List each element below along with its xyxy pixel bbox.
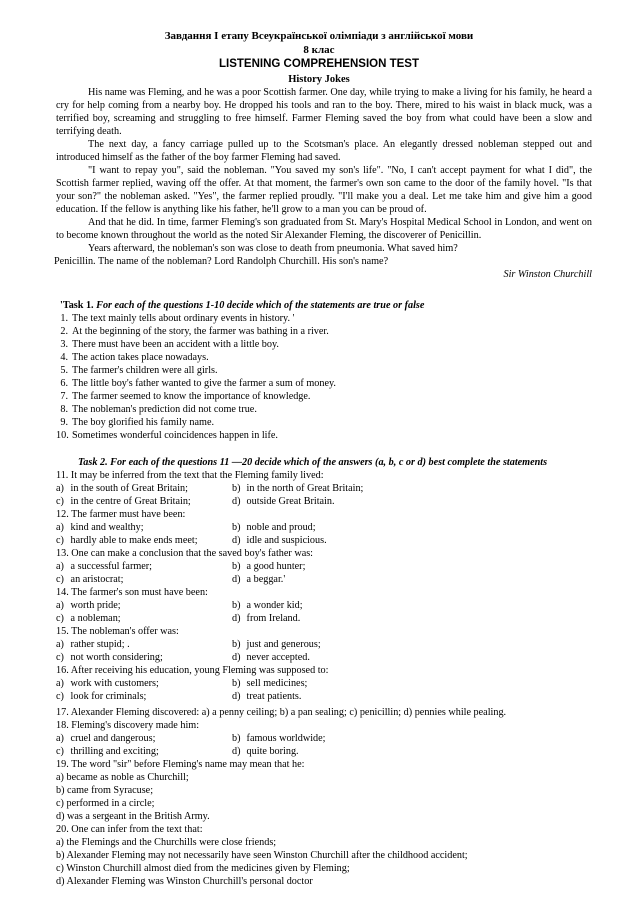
option-text: cruel and dangerous; bbox=[70, 733, 156, 744]
option-c bbox=[56, 651, 232, 664]
option-label: c) bbox=[56, 613, 64, 624]
option-label: d) bbox=[232, 574, 241, 585]
option-text: famous worldwide; bbox=[246, 733, 326, 744]
story-paragraph: "I want to repay you", said the nobleman. "You saved my son's life". "No, I can't accept payment for what I did", the Scottish farmer replied, waving off the offer. At that moment, the farmer's own son came to the door of the family hovel. "Is that your son?" the nobleman asked. "Yes", the farmer replied proudly. "I'll make you a deal. Let me take him and give him a good education. If the fellow is anything like his father, he'll grow to a man you can be proud of. bbox=[56, 165, 592, 215]
statement-text: The nobleman's prediction did not come true. bbox=[72, 404, 257, 415]
statement-text: At the beginning of the story, the farmer was bathing in a river. bbox=[72, 326, 329, 337]
option-row bbox=[56, 482, 596, 495]
option-d bbox=[232, 573, 596, 586]
statement-item bbox=[56, 312, 592, 325]
question-stem: 16. After receiving his education, young Fleming was supposed to: bbox=[56, 665, 329, 676]
statement-number: 9. bbox=[60, 417, 68, 428]
question-12 bbox=[56, 508, 596, 547]
option-d bbox=[232, 690, 596, 703]
option-text: just and generous; bbox=[246, 639, 321, 650]
option-label: d) bbox=[232, 496, 241, 507]
statement-item bbox=[56, 390, 592, 403]
option-text: thrilling and exciting; bbox=[70, 746, 159, 757]
grade-label: 8 клас bbox=[303, 44, 335, 56]
task-2 bbox=[56, 456, 596, 888]
story-last-line: Penicillin. The name of the nobleman? Lord Randolph Churchill. His son's name? bbox=[54, 256, 389, 267]
option-label: d) bbox=[232, 613, 241, 624]
question-stem: 14. The farmer's son must have been: bbox=[56, 587, 208, 598]
task-1-statements bbox=[56, 312, 592, 442]
option-row bbox=[56, 560, 596, 573]
option-d bbox=[232, 495, 596, 508]
option-label: c) bbox=[56, 863, 64, 874]
option-label: b) bbox=[232, 678, 241, 689]
option-line bbox=[56, 849, 596, 862]
statement-item bbox=[56, 403, 592, 416]
option-label: b) bbox=[232, 639, 241, 650]
option-label: a) bbox=[56, 837, 64, 848]
option-label: d) bbox=[232, 746, 241, 757]
option-row bbox=[56, 521, 596, 534]
option-label: b) bbox=[56, 785, 65, 796]
option-label: a) bbox=[56, 600, 64, 611]
option-d bbox=[232, 612, 596, 625]
option-text: noble and proud; bbox=[246, 522, 316, 533]
question-stem: 11. It may be inferred from the text that the Fleming family lived: bbox=[56, 470, 324, 481]
option-text: look for criminals; bbox=[70, 691, 147, 702]
option-label: a) bbox=[56, 561, 64, 572]
statement-number: 4. bbox=[60, 352, 68, 363]
option-row bbox=[56, 612, 596, 625]
statement-text: There must have been an accident with a little boy. bbox=[72, 339, 279, 350]
option-label: a) bbox=[56, 483, 64, 494]
option-text: idle and suspicious. bbox=[246, 535, 327, 546]
story-paragraph: His name was Fleming, and he was a poor Scottish farmer. One day, while trying to make a living for his family, he heard a cry for help coming from a nearby boy. He dropped his tools and ran to the boy. There, mired to his waist in black muck, was a terrified boy, screaming and struggling to free himself. Farmer Fleming saved the boy from what could have been a slow and terrifying death. bbox=[56, 87, 592, 137]
option-text: Winston Churchill almost died from the medicines given by Fleming; bbox=[66, 863, 350, 874]
option-row bbox=[56, 677, 596, 690]
option-label: d) bbox=[56, 811, 65, 822]
option-a bbox=[56, 677, 232, 690]
option-row bbox=[56, 690, 596, 703]
option-c bbox=[56, 573, 232, 586]
option-b bbox=[232, 560, 596, 573]
option-b bbox=[232, 677, 596, 690]
option-text: was a sergeant in the British Army. bbox=[67, 811, 210, 822]
statement-item bbox=[56, 338, 592, 351]
statement-number: 2. bbox=[60, 326, 68, 337]
option-text: a successful farmer; bbox=[70, 561, 153, 572]
option-text: in the north of Great Britain; bbox=[246, 483, 364, 494]
option-text: not worth considering; bbox=[70, 652, 163, 663]
option-line bbox=[56, 810, 596, 823]
option-label: b) bbox=[232, 483, 241, 494]
option-text: a nobleman; bbox=[70, 613, 121, 624]
statement-number: 1. bbox=[60, 313, 68, 324]
option-d bbox=[232, 745, 596, 758]
option-row bbox=[56, 651, 596, 664]
option-text: treat patients. bbox=[246, 691, 302, 702]
option-label: d) bbox=[232, 535, 241, 546]
statement-number: 5. bbox=[60, 365, 68, 376]
statement-item bbox=[56, 377, 592, 390]
statement-item bbox=[56, 429, 592, 442]
option-b bbox=[232, 599, 596, 612]
olympiad-header: Завдання І етапу Всеукраїнської олімпіади з англійської мови bbox=[164, 30, 474, 42]
option-label: c) bbox=[56, 746, 64, 757]
option-text: in the centre of Great Britain; bbox=[70, 496, 191, 507]
option-line bbox=[56, 875, 596, 888]
option-b bbox=[232, 638, 596, 651]
option-b bbox=[232, 482, 596, 495]
option-text: an aristocrat; bbox=[70, 574, 124, 585]
question-15 bbox=[56, 625, 596, 664]
option-line bbox=[56, 862, 596, 875]
option-label: c) bbox=[56, 652, 64, 663]
option-c bbox=[56, 534, 232, 547]
option-text: became as noble as Churchill; bbox=[66, 772, 189, 783]
option-c bbox=[56, 745, 232, 758]
task-1-label: 'Task 1. bbox=[60, 300, 97, 311]
option-text: from Ireland. bbox=[246, 613, 301, 624]
option-text: the Flemings and the Churchills were close friends; bbox=[66, 837, 277, 848]
option-label: d) bbox=[232, 652, 241, 663]
statement-number: 3. bbox=[60, 339, 68, 350]
statement-text: The farmer's children were all girls. bbox=[72, 365, 218, 376]
story-text bbox=[56, 86, 592, 281]
question-14 bbox=[56, 586, 596, 625]
option-row bbox=[56, 573, 596, 586]
statement-text: The text mainly tells about ordinary events in history. ' bbox=[72, 313, 295, 324]
question-stem: 12. The farmer must have been: bbox=[56, 509, 186, 520]
option-label: a) bbox=[56, 733, 64, 744]
statement-item bbox=[56, 325, 592, 338]
option-b bbox=[232, 521, 596, 534]
option-text: work with customers; bbox=[70, 678, 159, 689]
option-row bbox=[56, 745, 596, 758]
option-line bbox=[56, 784, 596, 797]
option-a bbox=[56, 638, 232, 651]
statement-text: The farmer seemed to know the importance of knowledge. bbox=[72, 391, 311, 402]
option-a bbox=[56, 482, 232, 495]
option-d bbox=[232, 651, 596, 664]
option-c bbox=[56, 612, 232, 625]
statement-number: 8. bbox=[60, 404, 68, 415]
option-label: c) bbox=[56, 535, 64, 546]
task-1-title bbox=[60, 299, 592, 312]
statement-item bbox=[56, 416, 592, 429]
question-stem: 20. One can infer from the text that: bbox=[56, 824, 203, 835]
option-row bbox=[56, 732, 596, 745]
statement-number: 7. bbox=[60, 391, 68, 402]
question-20 bbox=[56, 823, 596, 888]
option-text: hardly able to make ends meet; bbox=[70, 535, 198, 546]
option-line bbox=[56, 771, 596, 784]
question-19 bbox=[56, 758, 596, 823]
option-label: b) bbox=[56, 850, 65, 861]
option-text: came from Syracuse; bbox=[67, 785, 154, 796]
option-label: b) bbox=[232, 522, 241, 533]
option-label: c) bbox=[56, 798, 64, 809]
question-stem: 18. Fleming's discovery made him: bbox=[56, 720, 200, 731]
option-row bbox=[56, 638, 596, 651]
story-paragraph: Years afterward, the nobleman's son was close to death from pneumonia. What saved him? bbox=[88, 243, 458, 254]
question-18 bbox=[56, 719, 596, 758]
statement-text: The little boy's father wanted to give the farmer a sum of money. bbox=[72, 378, 336, 389]
option-text: quite boring. bbox=[246, 746, 299, 757]
statement-item bbox=[56, 364, 592, 377]
option-text: never accepted. bbox=[246, 652, 310, 663]
option-label: d) bbox=[232, 691, 241, 702]
option-text: a good hunter; bbox=[246, 561, 306, 572]
story-author: Sir Winston Churchill bbox=[503, 269, 592, 280]
option-line bbox=[56, 797, 596, 810]
question-16 bbox=[56, 664, 596, 703]
option-text: a wonder kid; bbox=[246, 600, 303, 611]
option-a bbox=[56, 560, 232, 573]
option-label: b) bbox=[232, 600, 241, 611]
question-stem: 19. The word "sir" before Fleming's name may mean that he: bbox=[56, 759, 305, 770]
question-stem: 13. One can make a conclusion that the saved boy's father was: bbox=[56, 548, 314, 559]
option-text: worth pride; bbox=[70, 600, 121, 611]
option-label: b) bbox=[232, 733, 241, 744]
statement-number: 10. bbox=[56, 430, 69, 441]
question-stem: 15. The nobleman's offer was: bbox=[56, 626, 179, 637]
task-2-title: Task 2. For each of the questions 11 —20 decide which of the answers (a, b, c or d) best complete the statements bbox=[78, 457, 548, 468]
option-text: in the south of Great Britain; bbox=[70, 483, 188, 494]
question-13 bbox=[56, 547, 596, 586]
test-title: LISTENING COMPREHENSION TEST bbox=[219, 58, 419, 70]
option-text: outside Great Britain. bbox=[246, 496, 335, 507]
option-label: a) bbox=[56, 639, 64, 650]
option-label: a) bbox=[56, 678, 64, 689]
option-label: c) bbox=[56, 496, 64, 507]
option-text: sell medicines; bbox=[246, 678, 308, 689]
question-11 bbox=[56, 469, 596, 508]
option-a bbox=[56, 521, 232, 534]
option-label: c) bbox=[56, 574, 64, 585]
option-a bbox=[56, 599, 232, 612]
option-text: performed in a circle; bbox=[66, 798, 155, 809]
option-text: Alexander Fleming was Winston Churchill's personal doctor bbox=[66, 876, 313, 887]
option-line bbox=[56, 836, 596, 849]
option-text: kind and wealthy; bbox=[70, 522, 144, 533]
option-label: d) bbox=[56, 876, 65, 887]
option-b bbox=[232, 732, 596, 745]
option-row bbox=[56, 495, 596, 508]
statement-item bbox=[56, 351, 592, 364]
story-title: History Jokes bbox=[288, 74, 350, 85]
option-label: b) bbox=[232, 561, 241, 572]
statement-text: The action takes place nowadays. bbox=[72, 352, 209, 363]
statement-text: Sometimes wonderful coincidences happen in life. bbox=[72, 430, 278, 441]
option-text: Alexander Fleming may not necessarily have seen Winston Churchill after the childhood accident; bbox=[66, 850, 468, 861]
option-row bbox=[56, 599, 596, 612]
statement-number: 6. bbox=[60, 378, 68, 389]
option-c bbox=[56, 690, 232, 703]
option-a bbox=[56, 732, 232, 745]
story-paragraph: And that he did. In time, farmer Fleming's son graduated from St. Mary's Hospital Medical School in London, and went on to become known throughout the world as the noted Sir Alexander Fleming, the discoverer of Penicillin. bbox=[56, 217, 592, 241]
option-text: rather stupid; . bbox=[70, 639, 130, 650]
task-1 bbox=[56, 299, 592, 442]
option-row bbox=[56, 534, 596, 547]
option-label: a) bbox=[56, 522, 64, 533]
option-text: a beggar.' bbox=[246, 574, 286, 585]
option-label: a) bbox=[56, 772, 64, 783]
option-c bbox=[56, 495, 232, 508]
story-paragraph: The next day, a fancy carriage pulled up to the Scotsman's place. An elegantly dressed nobleman stepped out and introduced himself as the father of the boy farmer Fleming had saved. bbox=[56, 139, 592, 163]
statement-text: The boy glorified his family name. bbox=[72, 417, 215, 428]
option-label: c) bbox=[56, 691, 64, 702]
option-d bbox=[232, 534, 596, 547]
question-17: 17. Alexander Fleming discovered: a) a penny ceiling; b) a pan sealing; c) penicillin; d) pennies while pealing. bbox=[56, 707, 507, 718]
task-1-instruction: For each of the questions 1-10 decide which of the statements are true or false bbox=[96, 300, 425, 311]
